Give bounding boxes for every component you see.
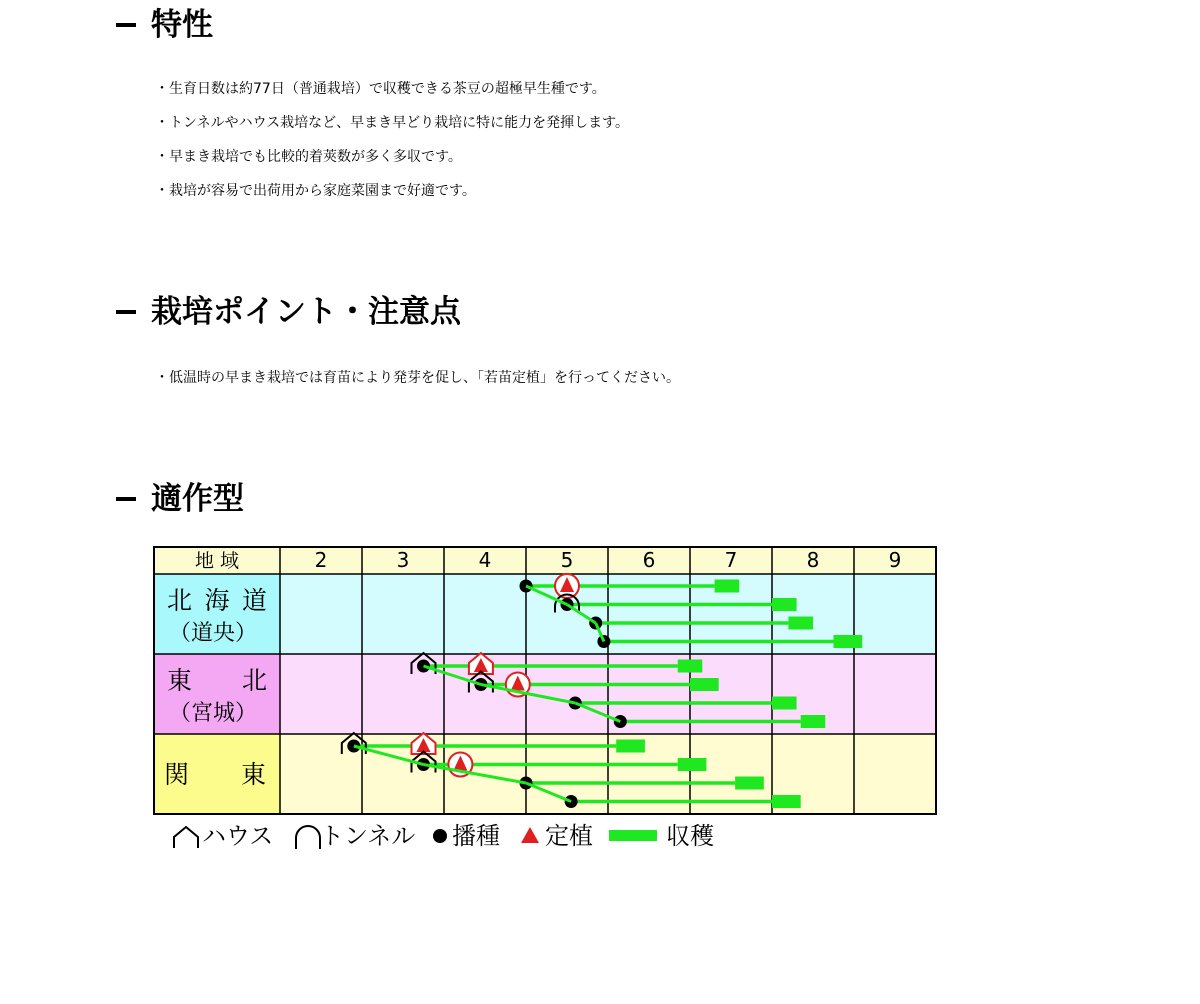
legend-transplant-icon	[521, 827, 539, 843]
harvest-bar	[715, 580, 740, 593]
harvest-bar	[801, 715, 826, 728]
legend-tunnel-icon	[296, 826, 320, 849]
month-label: 3	[396, 548, 410, 572]
harvest-bar	[678, 660, 703, 673]
legend-house-label: ハウス	[202, 822, 274, 850]
section-title-points-text: 栽培ポイント・注意点	[151, 294, 461, 330]
points-item: ・ 低温時の早まき栽培では育苗により発芽を促し、「若苗定植」を行ってください。	[155, 361, 680, 395]
month-label: 7	[724, 548, 738, 572]
legend-harvest-bar	[609, 830, 657, 841]
legend-sow-dot	[433, 829, 447, 843]
legend-tunnel-label: トンネル	[320, 822, 416, 850]
harvest-bar	[616, 740, 645, 753]
traits-item: ・ 生育日数は約77日（普通栽培）で収穫できる茶豆の超極早生種です。	[155, 72, 629, 106]
legend-sow-label: 播種	[452, 822, 500, 850]
harvest-bar	[834, 635, 863, 648]
region-subname: （道央）	[168, 621, 258, 646]
harvest-bar	[772, 598, 797, 611]
legend-house-icon	[174, 827, 198, 848]
section-title-schedule-text: 適作型	[151, 481, 244, 517]
region-name: 東 北	[167, 666, 267, 695]
region-subname: （宮城）	[168, 701, 258, 726]
region-name: 北 海 道	[167, 586, 267, 615]
month-label: 6	[642, 548, 656, 572]
harvest-bar	[772, 697, 797, 710]
section-title-traits-text: 特性	[151, 7, 213, 43]
legend-harvest-label: 収穫	[666, 822, 714, 850]
traits-item: ・ 早まき栽培でも比較的着莢数が多く多収です。	[155, 140, 629, 174]
month-label: 2	[314, 548, 328, 572]
harvest-bar	[678, 758, 707, 771]
month-label: 8	[806, 548, 820, 572]
region-header-label: 地 域	[194, 550, 240, 572]
harvest-bar	[772, 795, 801, 808]
harvest-bar	[735, 777, 764, 790]
month-label: 4	[478, 548, 492, 572]
region-name: 関 東	[164, 760, 266, 789]
month-label: 5	[560, 548, 574, 572]
month-label: 9	[888, 548, 902, 572]
legend-transplant-label: 定植	[545, 822, 593, 850]
harvest-bar	[690, 678, 719, 691]
traits-item: ・ 栽培が容易で出荷用から家庭菜園まで好適です。	[155, 174, 629, 208]
traits-item: ・ トンネルやハウス栽培など、早まき早どり栽培に特に能力を発揮します。	[155, 106, 629, 140]
harvest-bar	[788, 617, 813, 630]
